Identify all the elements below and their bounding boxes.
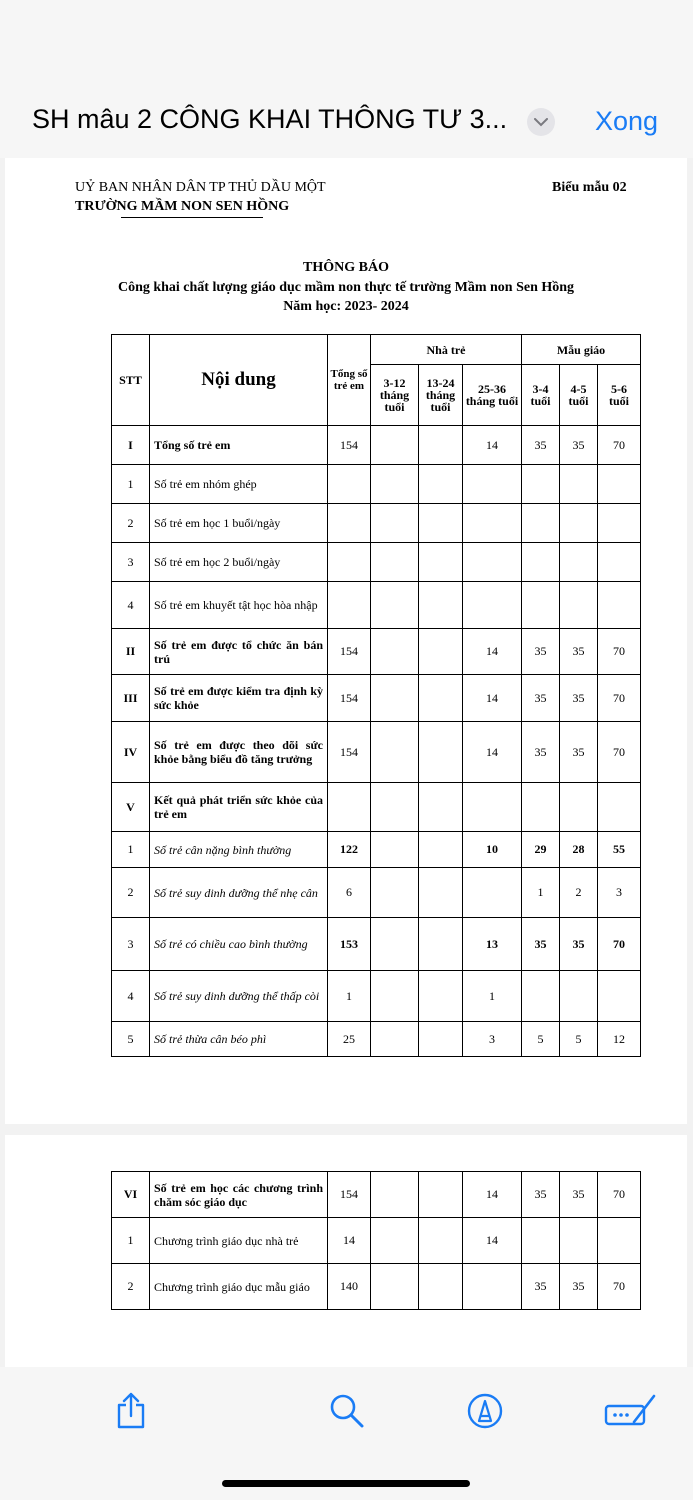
cell-content: Số trẻ em học các chương trình chăm sóc giáo dục [150, 1172, 328, 1218]
cell-a3 [598, 1218, 641, 1264]
cell-content: Số trẻ em học 2 buổi/ngày [150, 543, 328, 582]
cell-total: 154 [328, 675, 371, 722]
cell-a1 [522, 504, 560, 543]
cell-a2: 35 [560, 918, 598, 971]
cell-a2 [560, 543, 598, 582]
table-row [112, 504, 641, 543]
cell-m1 [371, 783, 419, 832]
header-3-4-years: 3-4 tuổi [522, 365, 560, 426]
cell-m2 [419, 426, 463, 465]
cell-m1 [371, 629, 419, 675]
cell-m1 [371, 465, 419, 504]
cell-a3: 70 [598, 918, 641, 971]
cell-m3 [463, 465, 522, 504]
cell-a3: 70 [598, 426, 641, 465]
cell-a3 [598, 582, 641, 629]
cell-a2 [560, 465, 598, 504]
table-row [112, 868, 641, 918]
cell-m1 [371, 582, 419, 629]
cell-content: Số trẻ em học 1 buổi/ngày [150, 504, 328, 543]
table-row [112, 971, 641, 1022]
cell-a1: 1 [522, 868, 560, 918]
cell-total: 154 [328, 426, 371, 465]
cell-total [328, 465, 371, 504]
cell-stt: 3 [112, 543, 150, 582]
cell-stt: VI [112, 1172, 150, 1218]
cell-a1: 35 [522, 722, 560, 783]
chevron-down-icon [534, 118, 548, 127]
cell-m2 [419, 504, 463, 543]
cell-a1 [522, 971, 560, 1022]
cell-total [328, 582, 371, 629]
cell-m2 [419, 918, 463, 971]
cell-total: 154 [328, 629, 371, 675]
document-title[interactable]: SH mâu 2 CÔNG KHAI THÔNG TƯ 3... [32, 104, 508, 134]
share-button[interactable] [114, 1392, 148, 1435]
cell-content: Tổng số trẻ em [150, 426, 328, 465]
cell-m1 [371, 971, 419, 1022]
cell-a1: 35 [522, 629, 560, 675]
table-row [112, 783, 641, 832]
cell-content: Số trẻ em khuyết tật học hòa nhập [150, 582, 328, 629]
cell-a2: 35 [560, 722, 598, 783]
cell-a1: 5 [522, 1022, 560, 1057]
share-icon [114, 1392, 148, 1430]
cell-m3 [463, 504, 522, 543]
cell-total: 154 [328, 1172, 371, 1218]
cell-m2 [419, 832, 463, 868]
cell-a1 [522, 1218, 560, 1264]
table-row [112, 426, 641, 465]
cell-stt: 5 [112, 1022, 150, 1057]
header-nursery: Nhà trẻ [371, 335, 522, 365]
cell-content: Chương trình giáo dục mẫu giáo [150, 1264, 328, 1310]
header-stt: STT [112, 335, 150, 426]
cell-a2 [560, 582, 598, 629]
cell-m1 [371, 543, 419, 582]
cell-a1: 35 [522, 918, 560, 971]
school-year: Năm học: 2023- 2024 [283, 299, 409, 314]
header-3-12-months: 3-12 tháng tuổi [371, 365, 419, 426]
cell-a2 [560, 971, 598, 1022]
cell-a2: 35 [560, 629, 598, 675]
cell-a3: 55 [598, 832, 641, 868]
pdf-page-1 [5, 158, 687, 1124]
title-menu-button[interactable] [527, 108, 555, 136]
cell-total: 6 [328, 868, 371, 918]
cell-m1 [371, 504, 419, 543]
cell-content: Số trẻ em được kiểm tra định kỳ sức khỏe [150, 675, 328, 722]
cell-a3 [598, 971, 641, 1022]
cell-m1 [371, 918, 419, 971]
markup-icon [466, 1392, 504, 1430]
cell-a1 [522, 543, 560, 582]
cell-content: Chương trình giáo dục nhà trẻ [150, 1218, 328, 1264]
cell-m2 [419, 868, 463, 918]
cell-m2 [419, 543, 463, 582]
cell-stt: V [112, 783, 150, 832]
cell-total: 25 [328, 1022, 371, 1057]
header-content: Nội dung [150, 335, 328, 426]
table-row [112, 832, 641, 868]
cell-content: Số trẻ suy dinh dưỡng thể thấp còi [150, 971, 328, 1022]
cell-total: 1 [328, 971, 371, 1022]
cell-a1 [522, 783, 560, 832]
cell-m2 [419, 1218, 463, 1264]
table-row [112, 722, 641, 783]
cell-stt: 1 [112, 832, 150, 868]
table-row [112, 1022, 641, 1057]
cell-total [328, 783, 371, 832]
cell-m1 [371, 1218, 419, 1264]
home-indicator [222, 1480, 470, 1487]
navigation-bar [0, 0, 693, 158]
org-underline [121, 217, 263, 218]
cell-content: Số trẻ suy dinh dưỡng thể nhẹ cân [150, 868, 328, 918]
cell-m3 [463, 783, 522, 832]
header-total: Tổng số trẻ em [328, 335, 371, 426]
cell-m2 [419, 465, 463, 504]
cell-content: Số trẻ cân nặng bình thường [150, 832, 328, 868]
cell-a2 [560, 1218, 598, 1264]
table-row [112, 465, 641, 504]
table-row [112, 1218, 641, 1264]
cell-m3 [463, 582, 522, 629]
cell-stt: 4 [112, 582, 150, 629]
cell-a2: 35 [560, 426, 598, 465]
cell-a2: 28 [560, 832, 598, 868]
cell-content: Số trẻ thừa cân béo phì [150, 1022, 328, 1057]
edit-text-button[interactable] [604, 1392, 658, 1435]
cell-a3: 70 [598, 722, 641, 783]
cell-m3 [463, 1264, 522, 1310]
table-row [112, 543, 641, 582]
cell-m3: 14 [463, 629, 522, 675]
cell-a2 [560, 783, 598, 832]
cell-a1: 35 [522, 675, 560, 722]
org-line-1: UỶ BAN NHÂN DÂN TP THỦ DẦU MỘT [75, 180, 326, 195]
cell-m3: 14 [463, 426, 522, 465]
cell-a2: 35 [560, 1264, 598, 1310]
table-row [112, 1172, 641, 1218]
quality-table-continued [111, 1171, 641, 1310]
cell-stt: 2 [112, 1264, 150, 1310]
header-25-36-months: 25-36 tháng tuổi [463, 365, 522, 426]
cell-a1 [522, 465, 560, 504]
cell-m2 [419, 783, 463, 832]
cell-m3: 10 [463, 832, 522, 868]
cell-a3: 12 [598, 1022, 641, 1057]
keyboard-edit-icon [604, 1392, 658, 1430]
cell-content: Số trẻ có chiều cao bình thường [150, 918, 328, 971]
cell-m2 [419, 675, 463, 722]
cell-m2 [419, 1172, 463, 1218]
cell-content: Kết quả phát triển sức khỏe của trẻ em [150, 783, 328, 832]
cell-m2 [419, 582, 463, 629]
cell-a3 [598, 504, 641, 543]
cell-a3: 70 [598, 629, 641, 675]
cell-m3: 14 [463, 1172, 522, 1218]
table-row [112, 1264, 641, 1310]
markup-button[interactable] [466, 1392, 504, 1435]
cell-m3: 14 [463, 722, 522, 783]
search-icon [328, 1392, 366, 1430]
header-4-5-years: 4-5 tuổi [560, 365, 598, 426]
cell-m3: 14 [463, 675, 522, 722]
cell-m3 [463, 543, 522, 582]
cell-a1: 35 [522, 1172, 560, 1218]
table-row [112, 582, 641, 629]
cell-a3: 70 [598, 1172, 641, 1218]
cell-m1 [371, 675, 419, 722]
cell-m1 [371, 832, 419, 868]
cell-m3: 1 [463, 971, 522, 1022]
cell-total: 140 [328, 1264, 371, 1310]
notice-title: THÔNG BÁO [303, 260, 389, 275]
cell-a3 [598, 543, 641, 582]
search-button[interactable] [328, 1392, 366, 1435]
cell-a3 [598, 465, 641, 504]
cell-stt: 4 [112, 971, 150, 1022]
cell-a1: 29 [522, 832, 560, 868]
cell-stt: 1 [112, 1218, 150, 1264]
cell-m3 [463, 868, 522, 918]
cell-a3: 70 [598, 1264, 641, 1310]
cell-stt: 3 [112, 918, 150, 971]
pdf-page-2 [5, 1135, 687, 1367]
cell-stt: III [112, 675, 150, 722]
cell-a2: 2 [560, 868, 598, 918]
cell-m1 [371, 722, 419, 783]
cell-a1: 35 [522, 426, 560, 465]
cell-stt: 2 [112, 868, 150, 918]
cell-m2 [419, 1022, 463, 1057]
cell-a2 [560, 504, 598, 543]
cell-a2: 35 [560, 675, 598, 722]
notice-subtitle: Công khai chất lượng giáo dục mầm non thực tế trường Mầm non Sen Hồng [117, 280, 575, 295]
cell-stt: II [112, 629, 150, 675]
done-button[interactable]: Xong [595, 106, 659, 136]
cell-content: Số trẻ em được tổ chức ăn bán trú [150, 629, 328, 675]
cell-stt: 1 [112, 465, 150, 504]
cell-a3 [598, 783, 641, 832]
cell-total [328, 543, 371, 582]
cell-m1 [371, 1022, 419, 1057]
cell-total: 154 [328, 722, 371, 783]
cell-total: 122 [328, 832, 371, 868]
cell-stt: I [112, 426, 150, 465]
cell-m1 [371, 426, 419, 465]
cell-m1 [371, 1172, 419, 1218]
cell-a1 [522, 582, 560, 629]
cell-a3: 3 [598, 868, 641, 918]
cell-a2: 35 [560, 1172, 598, 1218]
cell-m1 [371, 1264, 419, 1310]
cell-m2 [419, 722, 463, 783]
form-label: Biểu mẫu 02 [552, 180, 627, 195]
cell-m3: 13 [463, 918, 522, 971]
table-row [112, 629, 641, 675]
cell-m2 [419, 971, 463, 1022]
cell-content: Số trẻ em nhóm ghép [150, 465, 328, 504]
cell-a3: 70 [598, 675, 641, 722]
quality-table [111, 334, 641, 1057]
cell-a2: 5 [560, 1022, 598, 1057]
cell-total: 153 [328, 918, 371, 971]
cell-m2 [419, 1264, 463, 1310]
table-row [112, 918, 641, 971]
cell-total [328, 504, 371, 543]
cell-total: 14 [328, 1218, 371, 1264]
org-line-2: TRƯỜNG MẦM NON SEN HỒNG [75, 199, 290, 214]
header-5-6-years: 5-6 tuổi [598, 365, 641, 426]
cell-stt: 2 [112, 504, 150, 543]
cell-a1: 35 [522, 1264, 560, 1310]
header-13-24-months: 13-24 tháng tuổi [419, 365, 463, 426]
cell-m1 [371, 868, 419, 918]
cell-content: Số trẻ em được theo dõi sức khỏe bằng biểu đồ tăng trưởng [150, 722, 328, 783]
header-kinder: Mẫu giáo [522, 335, 641, 365]
table-row [112, 675, 641, 722]
cell-stt: IV [112, 722, 150, 783]
cell-m3: 14 [463, 1218, 522, 1264]
cell-m2 [419, 629, 463, 675]
cell-m3: 3 [463, 1022, 522, 1057]
